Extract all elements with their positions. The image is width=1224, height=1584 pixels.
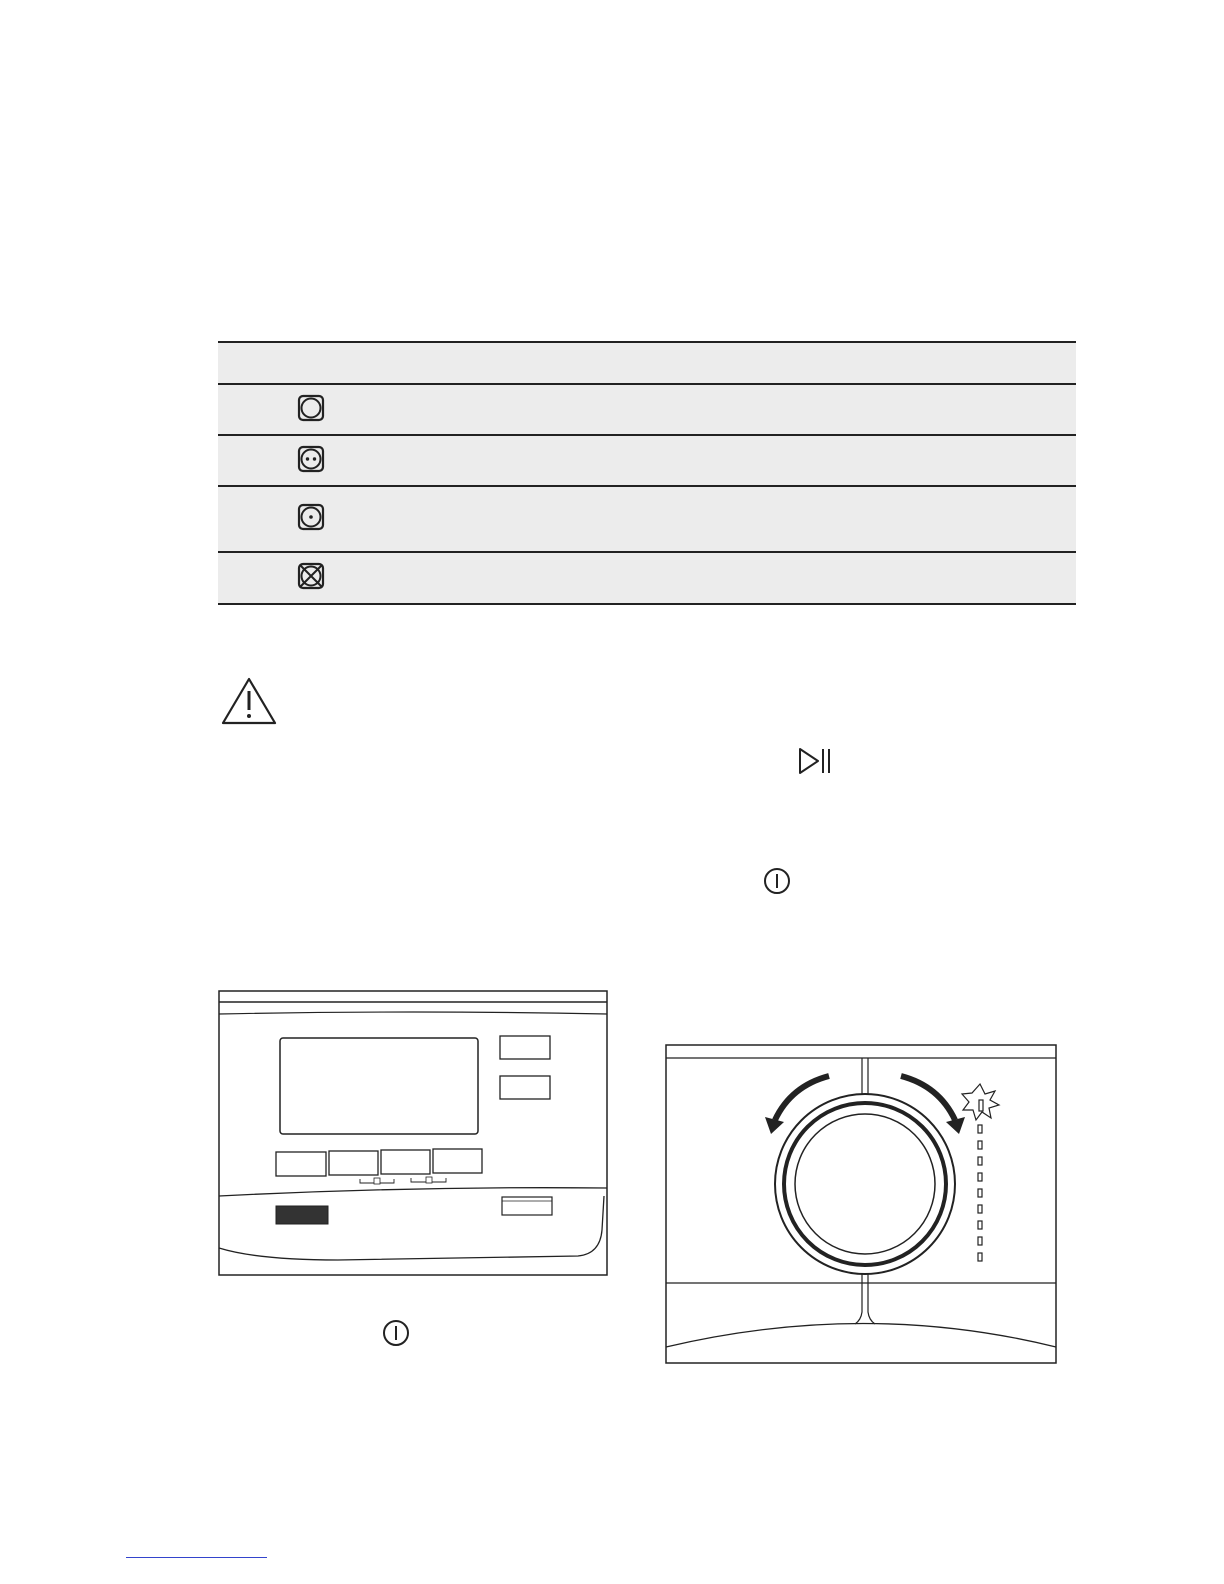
drying-low-temp-icon bbox=[297, 503, 325, 531]
warning-triangle-icon bbox=[220, 676, 278, 726]
program-knob-illustration bbox=[665, 1044, 1057, 1364]
table-row bbox=[218, 553, 1076, 605]
table-row bbox=[218, 436, 1076, 487]
start-pause-icon bbox=[797, 746, 833, 776]
table-row bbox=[218, 487, 1076, 553]
footer-link-rule bbox=[126, 1557, 267, 1558]
table-header-row bbox=[218, 343, 1076, 385]
drying-normal-temp-icon bbox=[297, 394, 325, 422]
table-row bbox=[218, 385, 1076, 436]
do-not-tumble-dry-icon bbox=[297, 562, 325, 590]
on-off-icon bbox=[762, 866, 792, 896]
drying-high-temp-icon bbox=[297, 445, 325, 473]
on-off-icon bbox=[381, 1318, 411, 1348]
control-panel-illustration bbox=[218, 990, 608, 1276]
